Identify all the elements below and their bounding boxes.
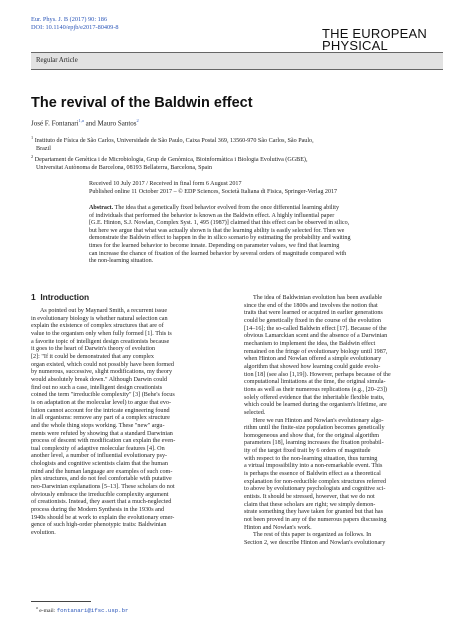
footnote-rule — [31, 601, 91, 602]
body-line: lution cannot account for the intricate engineering found — [31, 407, 170, 414]
body-line: process during the Modern Synthesis in the 1930s and — [31, 507, 165, 514]
received-dates: Received 10 July 2017 / Received in final form 6 August 2017 — [89, 181, 242, 187]
body-line: not been proved in any of the numerous papers discussing — [244, 517, 387, 524]
footnote — [36, 605, 128, 614]
body-line: rithm until the finite-size population becomes genetically — [244, 425, 385, 432]
abstract-line: but here we argue that what was actually shown is that the learning ability is easily selected for. Then we — [89, 227, 345, 234]
abstract-line: times for the learned behavior to become innate. Depending on parameter values, we find that learning — [89, 242, 340, 249]
body-line: ity of the target fixed trait by 6 orders of magnitude — [244, 448, 371, 455]
body-line: and the whole thing stops working. These "new" argu- — [31, 422, 165, 429]
body-line: when Hinton and Nowlan offered a simple evolutionary — [244, 356, 382, 363]
abstract-label: Abstract. — [89, 205, 114, 211]
footnote-marker: a — [36, 605, 38, 610]
body-line: process of descent with modification can explain the even- — [31, 438, 176, 445]
footnote-label: e-mail: — [39, 607, 57, 614]
affiliation-text: Brazil — [36, 145, 51, 152]
body-line: Hinton and Nowlan's work. — [244, 524, 312, 531]
body-line: Section 2, we describe Hinton and Nowlan's evolutionary — [244, 540, 386, 546]
body-line: solely offered evidence that the inheritable flexible traits, — [244, 394, 385, 401]
section-heading — [31, 292, 89, 302]
body-line: in evolutionary biology is whether natural selection can — [31, 315, 168, 322]
body-line: in all organisms: remove any part of a complex structure — [31, 415, 170, 422]
section-number: 1 — [31, 292, 36, 302]
journal-reference — [31, 16, 119, 32]
email-link[interactable]: fontanari@ifsc.usp.br — [56, 606, 129, 614]
body-line: could be genetically fixed in the course of the evolution — [244, 317, 381, 324]
body-line: parameters [18], learning increases the fixation probabil- — [244, 440, 384, 447]
body-line: The rest of this paper is organized as follows. In — [253, 532, 372, 539]
affiliation-text: Universitat Autònoma de Barcelona, 08193 Bellaterra, Barcelona, Spain — [36, 164, 212, 171]
body-line: remained on the fringe of evolutionary biology until 1987, — [244, 348, 388, 355]
body-line: algorithm that showed how learning could guide evolu- — [244, 363, 381, 370]
header-rule-bottom — [31, 69, 443, 70]
body-line: selected. — [244, 409, 266, 416]
body-line: entists. It should be stressed, however, that we do not — [244, 494, 375, 501]
body-line: computational limitations at the time, the original simula- — [244, 379, 386, 386]
body-line: obvious Lamarckian scent and the absence of a Darwinian — [244, 333, 388, 340]
body-line: a virtual impossibility into a non-remarkable event. This — [244, 463, 383, 470]
abstract-line: the non-learning situation. — [89, 258, 154, 265]
journal-citation[interactable]: Eur. Phys. J. B (2017) 90: 186 — [31, 16, 108, 23]
author-superscript[interactable]: 1,a — [78, 118, 84, 123]
body-line: As pointed out by Maynard Smith, a recurrent issue — [40, 308, 168, 314]
body-line: obviously embrace the irreducible complexity argument — [31, 491, 169, 498]
abstract-line: [G.E. Hinton, S.J. Nowlan, Complex Syst. 1, 495 (1987)] claimed that this effect can be observed in silico, — [89, 220, 350, 227]
affiliation-text: Departament de Genètica i de Microbiologia, Grup de Genòmica, Bioinformàtica i Biologia Evolutiva (GGBE), — [34, 157, 308, 164]
body-line: since the end of the 1800s and involves the notion that — [244, 302, 378, 309]
body-line: gence of such high-order phenotypic traits: Baldwinian — [31, 522, 167, 529]
body-line: tual complexity of adaptive molecular features [4]. On — [31, 445, 165, 452]
abstract-line: of individuals that performed the behavior is known as the Baldwin effect. A highly influential paper — [89, 212, 335, 219]
body-line: evolution. — [31, 530, 56, 537]
body-line: explanation for non-reducible complex structures referred — [244, 478, 387, 485]
body-column-left — [31, 308, 231, 538]
abstract-line: can increase the chance of fixation of the learned behavior by several orders of magnitude compared with — [89, 250, 347, 257]
body-line: 1940s should be at work to explain the evolutionary emer- — [31, 514, 175, 521]
abstract-line: demonstrate the Baldwin effect to happen in the in silico scenario by estimating the probability and waiting — [89, 235, 351, 242]
body-line: mind and the human language are examples of such com- — [31, 468, 173, 475]
body-line: Here we run Hinton and Nowlan's evolutionary algo- — [253, 417, 384, 424]
body-line: ments were refuted by showing that a standard Darwinian — [31, 430, 173, 437]
section-title: Introduction — [40, 292, 90, 302]
body-line: tion [18] (see also [1,19]). However, perhaps because of the — [244, 371, 391, 378]
body-line: to above by evolutionary psychologists and cognitive sci- — [244, 486, 386, 493]
paper-title: The revival of the Baldwin effect — [31, 95, 253, 111]
published-date: Published online 11 October 2017 – © EDP Sciences, Società Italiana di Fisica, Springer-Verlag 2017 — [89, 188, 338, 195]
journal-name-line1: THE EUROPEAN — [322, 26, 427, 41]
body-line: of creationists. Instead, they assert that a much-neglected — [31, 499, 172, 506]
body-line: organ existed, which could not possibly have been formed — [31, 361, 174, 368]
article-type-label: Regular Article — [36, 57, 78, 64]
author-list — [31, 118, 139, 127]
body-line: chologists and cognitive scientists claim that the human — [31, 461, 168, 468]
author-superscript[interactable]: 2 — [136, 118, 139, 123]
body-line: with respect to the non-learning situation, thus turning — [244, 455, 378, 462]
body-line: is perhaps the essence of Baldwin effect as a theoretical — [244, 471, 381, 478]
body-line: claim that these scholars are right; we simply demon- — [244, 501, 376, 508]
article-type-bar — [31, 53, 443, 69]
body-line: tions as well as their numerous replications (e.g., [20–23]) — [244, 386, 388, 393]
publication-dates — [89, 181, 337, 196]
body-line: which could be learned during the organism's lifetime, are — [244, 402, 387, 409]
body-line: a favorite topic of intelligent design creationists because — [31, 338, 170, 345]
affiliation-number: 1 — [31, 135, 34, 140]
author-name: and Mauro Santos — [83, 119, 137, 128]
body-line: plex structures, and do not feel comfortable with putative — [31, 476, 172, 483]
body-line: neo-Darwinian explanations [5–13]. These scholars do not — [31, 484, 175, 491]
body-line: value to the organism only when fully formed [1]. This is — [31, 330, 172, 337]
body-line: explain the existence of complex structures that are of — [31, 323, 164, 330]
affiliation-number: 2 — [31, 154, 34, 159]
body-line: traits that were learned or acquired in earlier generations — [244, 310, 383, 317]
body-line: [2]: "If it could be demonstrated that any complex — [31, 353, 154, 360]
author-name: José F. Fontanari — [31, 119, 79, 128]
body-column-right — [244, 295, 444, 548]
body-line: coined the term "irreducible complexity" [3] (Behe's focus — [31, 392, 175, 399]
abstract-line: The idea that a genetically fixed behavior evolved from the once differential learning ability — [114, 205, 340, 211]
body-line: another level, a number of influential evolutionary psy- — [31, 453, 168, 460]
affiliation-2 — [31, 153, 443, 172]
affiliation-text: Instituto de Física de São Carlos, Universidade de São Paulo, Caixa Postal 369, 13560-970 São Carlos, São Paulo, — [34, 138, 314, 145]
journal-name-line2: PHYSICAL — [322, 37, 388, 53]
abstract — [89, 205, 443, 266]
body-line: find out no such a case, intelligent design creationists — [31, 384, 163, 391]
body-line: would absolutely break down." Although Darwin could — [31, 376, 168, 383]
body-line: by numerous, successive, slight modifications, my theory — [31, 369, 173, 376]
body-line: it goes to the heart of Darwin's theory of evolution — [31, 346, 156, 353]
body-line: strate something they have taken for granted but that has — [244, 509, 383, 516]
body-line: homogeneous and show that, for the original algorithm — [244, 432, 380, 439]
affiliation-1 — [31, 134, 443, 153]
body-line: mechanism to implement the idea, the Baldwin effect — [244, 340, 376, 347]
body-line: The idea of Baldwinian evolution has been available — [253, 295, 383, 301]
body-line: is on adaptation at the molecular level) to argue that evo- — [31, 399, 172, 406]
doi-link[interactable]: DOI: 10.1140/epjb/e2017-80409-8 — [31, 24, 119, 31]
body-line: [14–16]; the so-called Baldwin effect [17]. Because of the — [244, 325, 387, 332]
